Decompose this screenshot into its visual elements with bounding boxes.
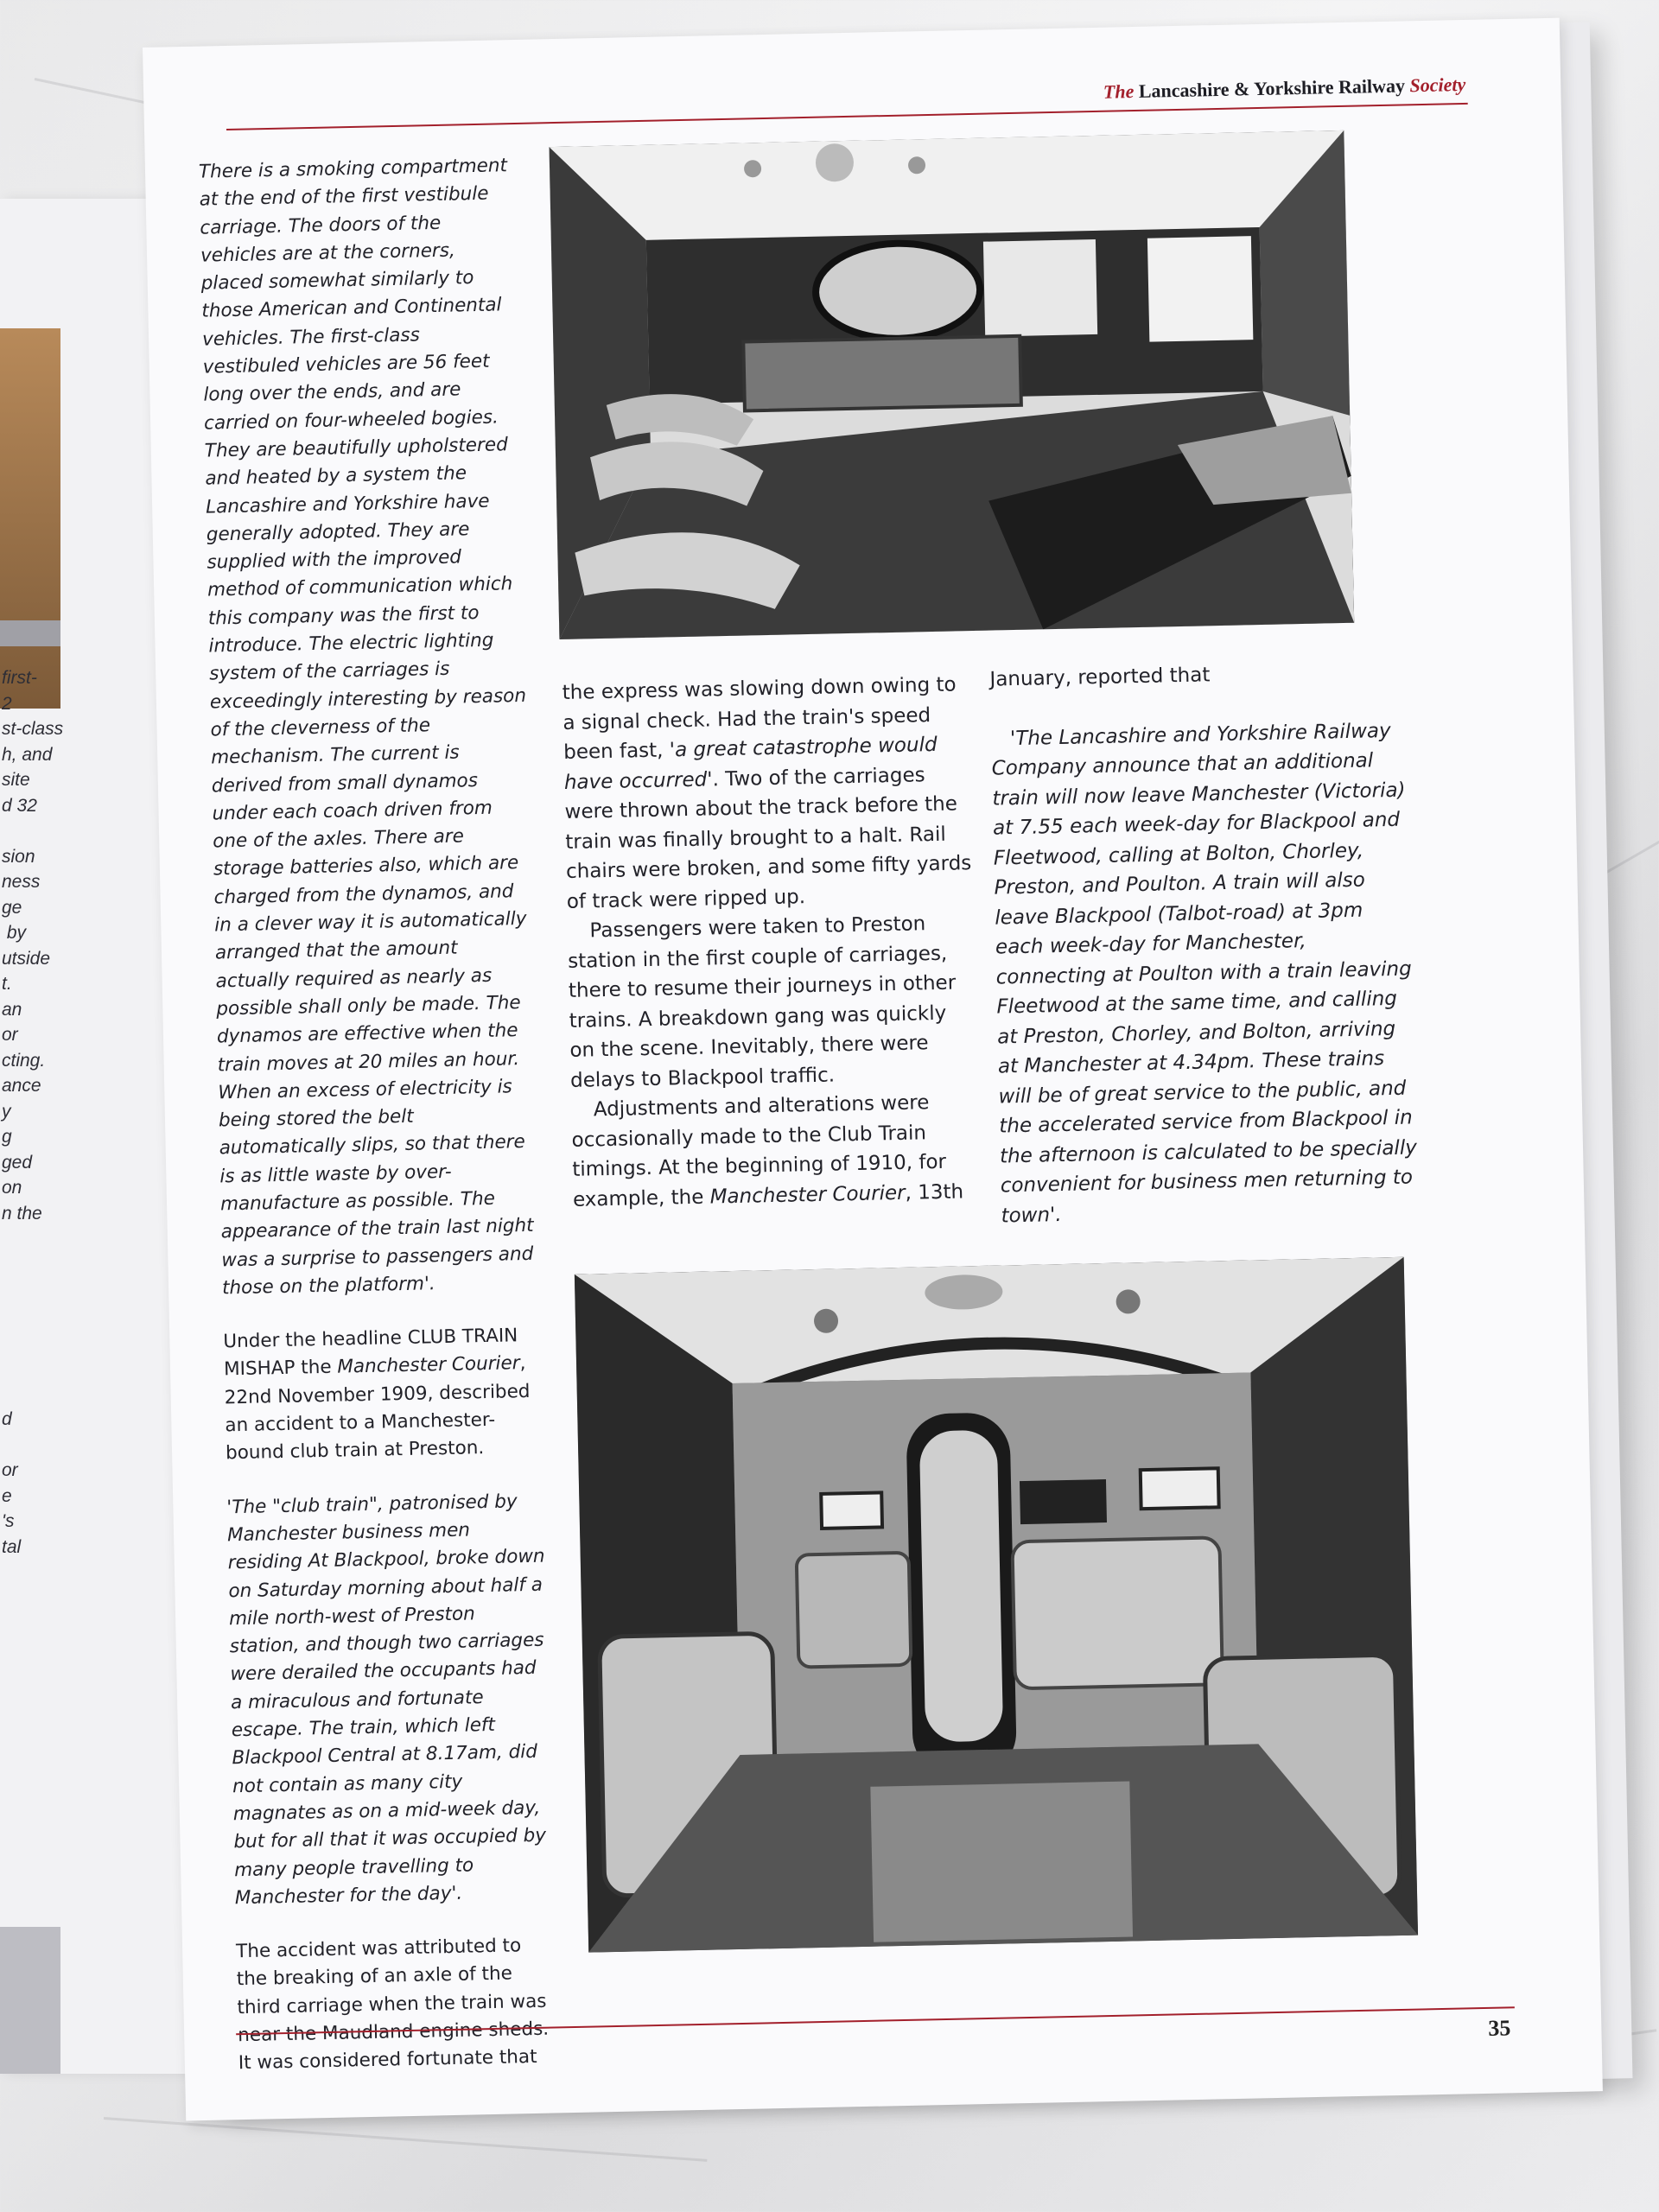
previous-page-photo-caption-bar xyxy=(0,620,60,646)
paragraph-text: Adjustments and alterations were occasionally made to the Club Train timings. At the beginning of 1910, for example, the xyxy=(571,1091,947,1211)
previous-page-fragment: d xyxy=(2,1409,12,1429)
newspaper-name: Manchester Courier xyxy=(709,1181,906,1209)
previous-page-fragment: an xyxy=(2,999,22,1020)
newspaper-name: Manchester Courier xyxy=(337,1352,520,1379)
column-1 xyxy=(199,152,558,2078)
paragraph-passengers: Passengers were taken to Preston station in the first couple of carriages, there to resume their journeys in other trains. A breakdown gang was quickly on the scene. Inevitably, there were delays to Blackpool traffic. xyxy=(567,912,957,1092)
photo-club-car-interior xyxy=(575,1257,1418,1953)
previous-page-photo xyxy=(0,1927,60,2074)
previous-page-fragment: y xyxy=(2,1101,11,1122)
quote-electric-lighting: There is a smoking compartment at the end of the first vestibule carriage. The doors of the vehicles are at the corners, placed somewhat similarly to those American and Continental vehicles. The first-class vestibuled vehicles are 56 feet long over the ends, and are carried on four-wheeled bogies. They are beautifully upholstered and heated by a system the Lancashire and Yorkshire have generally adopted. They are supplied with the improved method of communication which this company was the first to introduce. The electric lighting system of the carriages is exceedingly interesting by reason of the cleverness of the mechanism. The current is derived from small dynamos under each coach driven from one of the axles. There are storage batteries also, which are charged from the dynamos, and in a clever way it is automatically arranged that the amount actually required as nearly as possible shall only be made. The dynamos are effective when the train moves at 20 miles an hour. When an excess of electricity is being stored the belt automatically slips, so that there is as little waste by over-manufacture as possible. The appearance of the train last night was a surprise to passengers and those on the platform'. xyxy=(198,155,534,1300)
previous-page-fragment: e xyxy=(2,1485,12,1506)
photo-club-car-interior-illustration xyxy=(575,1257,1418,1953)
previous-page-photo xyxy=(0,328,60,709)
previous-page-fragment: ge xyxy=(2,897,22,918)
previous-page-fragment: t. xyxy=(2,974,12,994)
previous-page-fragment: cting. xyxy=(2,1050,46,1071)
previous-page-fragment: first- xyxy=(2,668,37,688)
quoted-phrase: 'a great catastrophe would have occurred' xyxy=(563,733,938,794)
header-rule xyxy=(226,103,1468,130)
header-prefix: The xyxy=(1103,79,1135,103)
previous-page-fragment: or xyxy=(2,1460,18,1480)
quote-additional-train: 'The Lancashire and Yorkshire Railway Company announce that an additional train will now leave Manchester (Victoria) at 7.55 each week-day for Blackpool and Fleetwood, calling at Bolton, Chorley, Preston, and Poulton. A train will also leave Blackpool (Talbot-road) at 3pm each week-day for Manchester, connecting at Poulton with a train leaving Fleetwood at the same time, and calling at Preston, Chorley, and Bolton, arriving at Manchester at 4.34pm. These trains will be of great service to the public, and the accelerated service from Blackpool in the afternoon is calculated to be specially convenient for business men returning to town'. xyxy=(991,719,1418,1227)
header-suffix: Society xyxy=(1409,73,1466,97)
previous-page-fragment: utside xyxy=(2,948,51,969)
previous-page-fragment: g xyxy=(2,1127,12,1147)
paragraph-accident-cause: The accident was attributed to the breaking of an axle of the third carriage when the train was near the Maudland engine sheds. It was considered fortunate that xyxy=(235,1935,550,2075)
previous-page-fragment: ged xyxy=(2,1152,33,1173)
column-3 xyxy=(989,656,1421,1230)
paragraph-club-train-mishap xyxy=(223,1322,545,1468)
running-header xyxy=(1103,73,1466,104)
header-title: Lancashire & Yorkshire Railway xyxy=(1138,74,1406,102)
magazine-page xyxy=(143,18,1603,2121)
photo-saloon-interior-illustration xyxy=(550,130,1355,639)
previous-page-fragment: 's xyxy=(2,1511,15,1531)
paragraph-january-report: January, reported that xyxy=(989,664,1211,691)
previous-page-fragment: ance xyxy=(2,1076,41,1096)
quote-club-train: 'The "club train", patronised by Manchester business men residing At Blackpool, broke down on Saturday morning about half a mile north-west of Preston station, and though two carriages were derailed the occupants had a miraculous and fortunate escape. The train, which left Blackpool Central at 8.17am, did not contain as many city magnates as on a mid-week day, but for all that it was occupied by many people travelling to Manchester for the day'. xyxy=(226,1490,547,1910)
previous-page-fragment: d 32 xyxy=(2,795,37,816)
paragraph-text: . Two of the carriages were thrown about the track before the train was finally brought to a halt. Rail chairs were broken, and some fifty yards of track were ripped up. xyxy=(564,763,972,913)
paragraph-derailment xyxy=(562,670,973,917)
previous-page-fragment: h, and xyxy=(2,744,53,765)
previous-page-fragment: site xyxy=(2,770,30,790)
previous-page-fragment: sion xyxy=(2,846,35,867)
photo-saloon-interior xyxy=(550,130,1355,639)
previous-page-fragment: st-class xyxy=(2,719,64,739)
previous-page-fragment: by xyxy=(2,923,27,943)
previous-page-fragment: 2 xyxy=(2,693,12,714)
previous-page-fragment: on xyxy=(2,1178,22,1198)
previous-page-fragment: n the xyxy=(2,1203,42,1224)
column-2 xyxy=(562,670,979,1215)
previous-page-fragment: or xyxy=(2,1025,18,1045)
paragraph-text: Under the headline CLUB TRAIN MISHAP the xyxy=(223,1325,518,1381)
paragraph-text: the express was slowing down owing to a signal check. Had the train's speed been fast, xyxy=(562,673,957,764)
paragraph-timings xyxy=(571,1087,980,1215)
paragraph-text: , 22nd November 1909, described an accident to a Manchester-bound club train at Preston. xyxy=(224,1352,531,1465)
marble-vein xyxy=(104,2117,708,2162)
previous-page-fragment: tal xyxy=(2,1536,22,1557)
page-number: 35 xyxy=(1488,2015,1511,2041)
previous-page-fragment: ness xyxy=(2,872,41,892)
paragraph-text: , 13th xyxy=(905,1179,964,1205)
